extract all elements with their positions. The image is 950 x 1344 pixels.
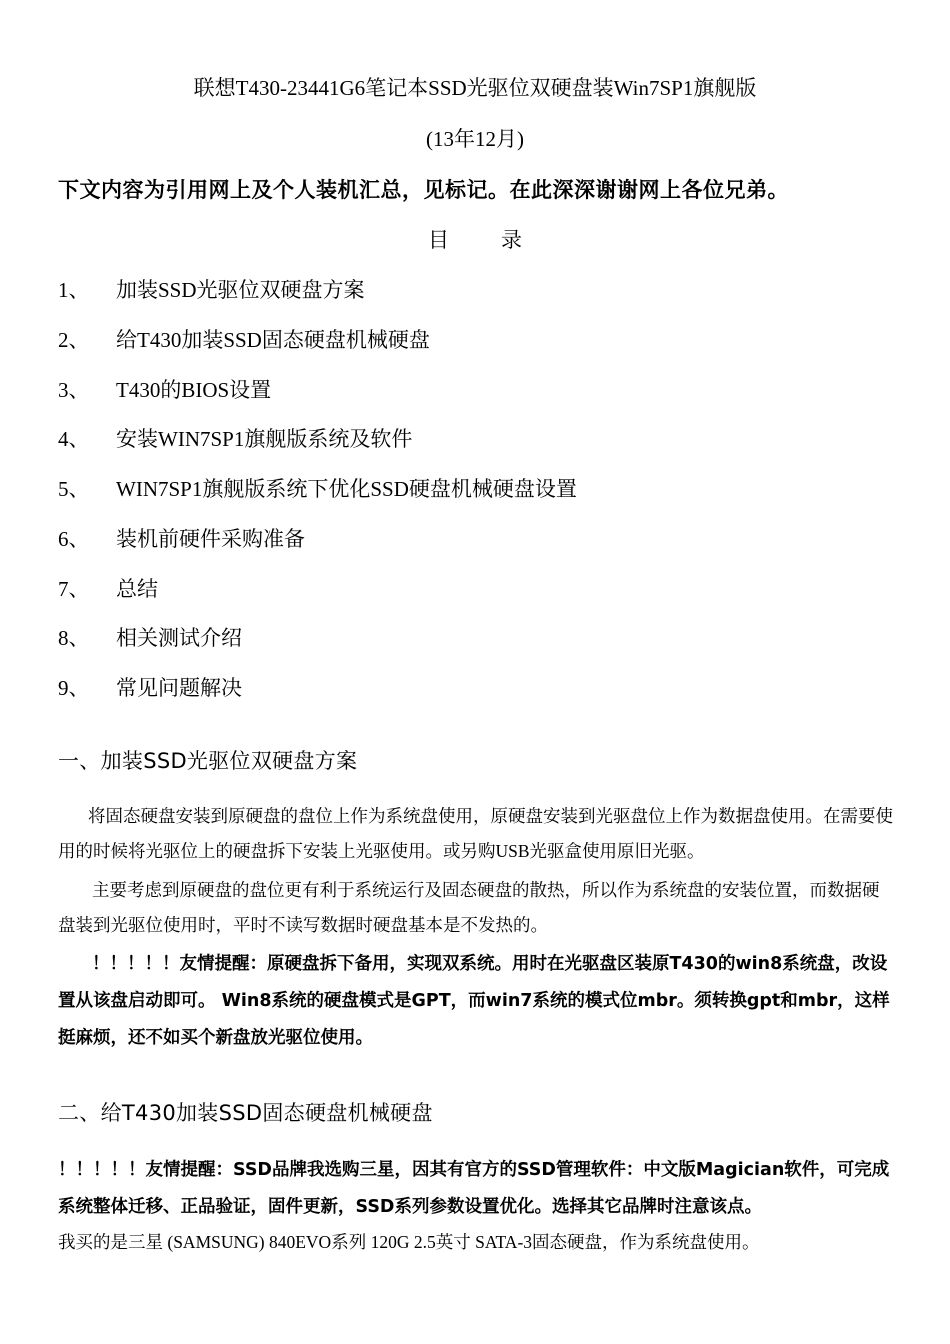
document-date: (13年12月) [426, 127, 524, 151]
section1-paragraph: 将固态硬盘安装到原硬盘的盘位上作为系统盘使用，原硬盘安装到光驱盘位上作为数据盘使用。在需要使用的时候将光驱位上的硬盘拆下安装上光驱使用。或另购USB光驱盒使用原旧光驱。 [58, 806, 893, 861]
section2-paragraph: 我买的是三星 (SAMSUNG) 840EVO系列 120G 2.5英寸 SATA-3固态硬盘，作为系统盘使用。 [58, 1232, 760, 1252]
toc-item: 8、 相关测试介绍 [58, 626, 242, 650]
section1-tip: ！！！！！友情提醒：原硬盘拆下备用，实现双系统。用时在光驱盘区装原T430的win8系统盘，改设置从该盘启动即可。 Win8系统的硬盘模式是GPT，而win7系统的模式位mbr。须转换gpt和mbr，这样挺麻烦，还不如买个新盘放光驱位使用。 [58, 954, 890, 1048]
toc-item: 3、 T430的BIOS设置 [58, 378, 272, 402]
toc-item: 9、 常见问题解决 [58, 676, 242, 700]
toc-item: 4、 安装WIN7SP1旗舰版系统及软件 [58, 427, 413, 451]
intro-text: 下文内容为引用网上及个人装机汇总，见标记。在此深深谢谢网上各位兄弟。 [58, 178, 789, 202]
section1-paragraph: 主要考虑到原硬盘的盘位更有利于系统运行及固态硬盘的散热，所以作为系统盘的安装位置，而数据硬盘装到光驱位使用时，平时不读写数据时硬盘基本是不发热的。 [58, 880, 880, 935]
toc-item: 7、 总结 [58, 577, 158, 601]
section2-heading: 二、给T430加装SSD固态硬盘机械硬盘 [58, 1101, 433, 1125]
section1-heading: 一、加装SSD光驱位双硬盘方案 [58, 749, 358, 773]
toc-heading: 目 录 [428, 228, 522, 252]
section2-tip: ！！！！！友情提醒：SSD品牌我选购三星，因其有官方的SSD管理软件：中文版Magician软件，可完成系统整体迁移、正品验证，固件更新，SSD系列参数设置优化。选择其它品牌时注意该点。 [58, 1160, 890, 1217]
toc-item: 6、 装机前硬件采购准备 [58, 527, 305, 551]
toc-item: 5、 WIN7SP1旗舰版系统下优化SSD硬盘机械硬盘设置 [58, 477, 577, 501]
document-title: 联想T430-23441G6笔记本SSD光驱位双硬盘装Win7SP1旗舰版 [193, 76, 757, 100]
toc-item: 2、 给T430加装SSD固态硬盘机械硬盘 [58, 328, 430, 352]
toc-item: 1、 加装SSD光驱位双硬盘方案 [58, 278, 365, 302]
